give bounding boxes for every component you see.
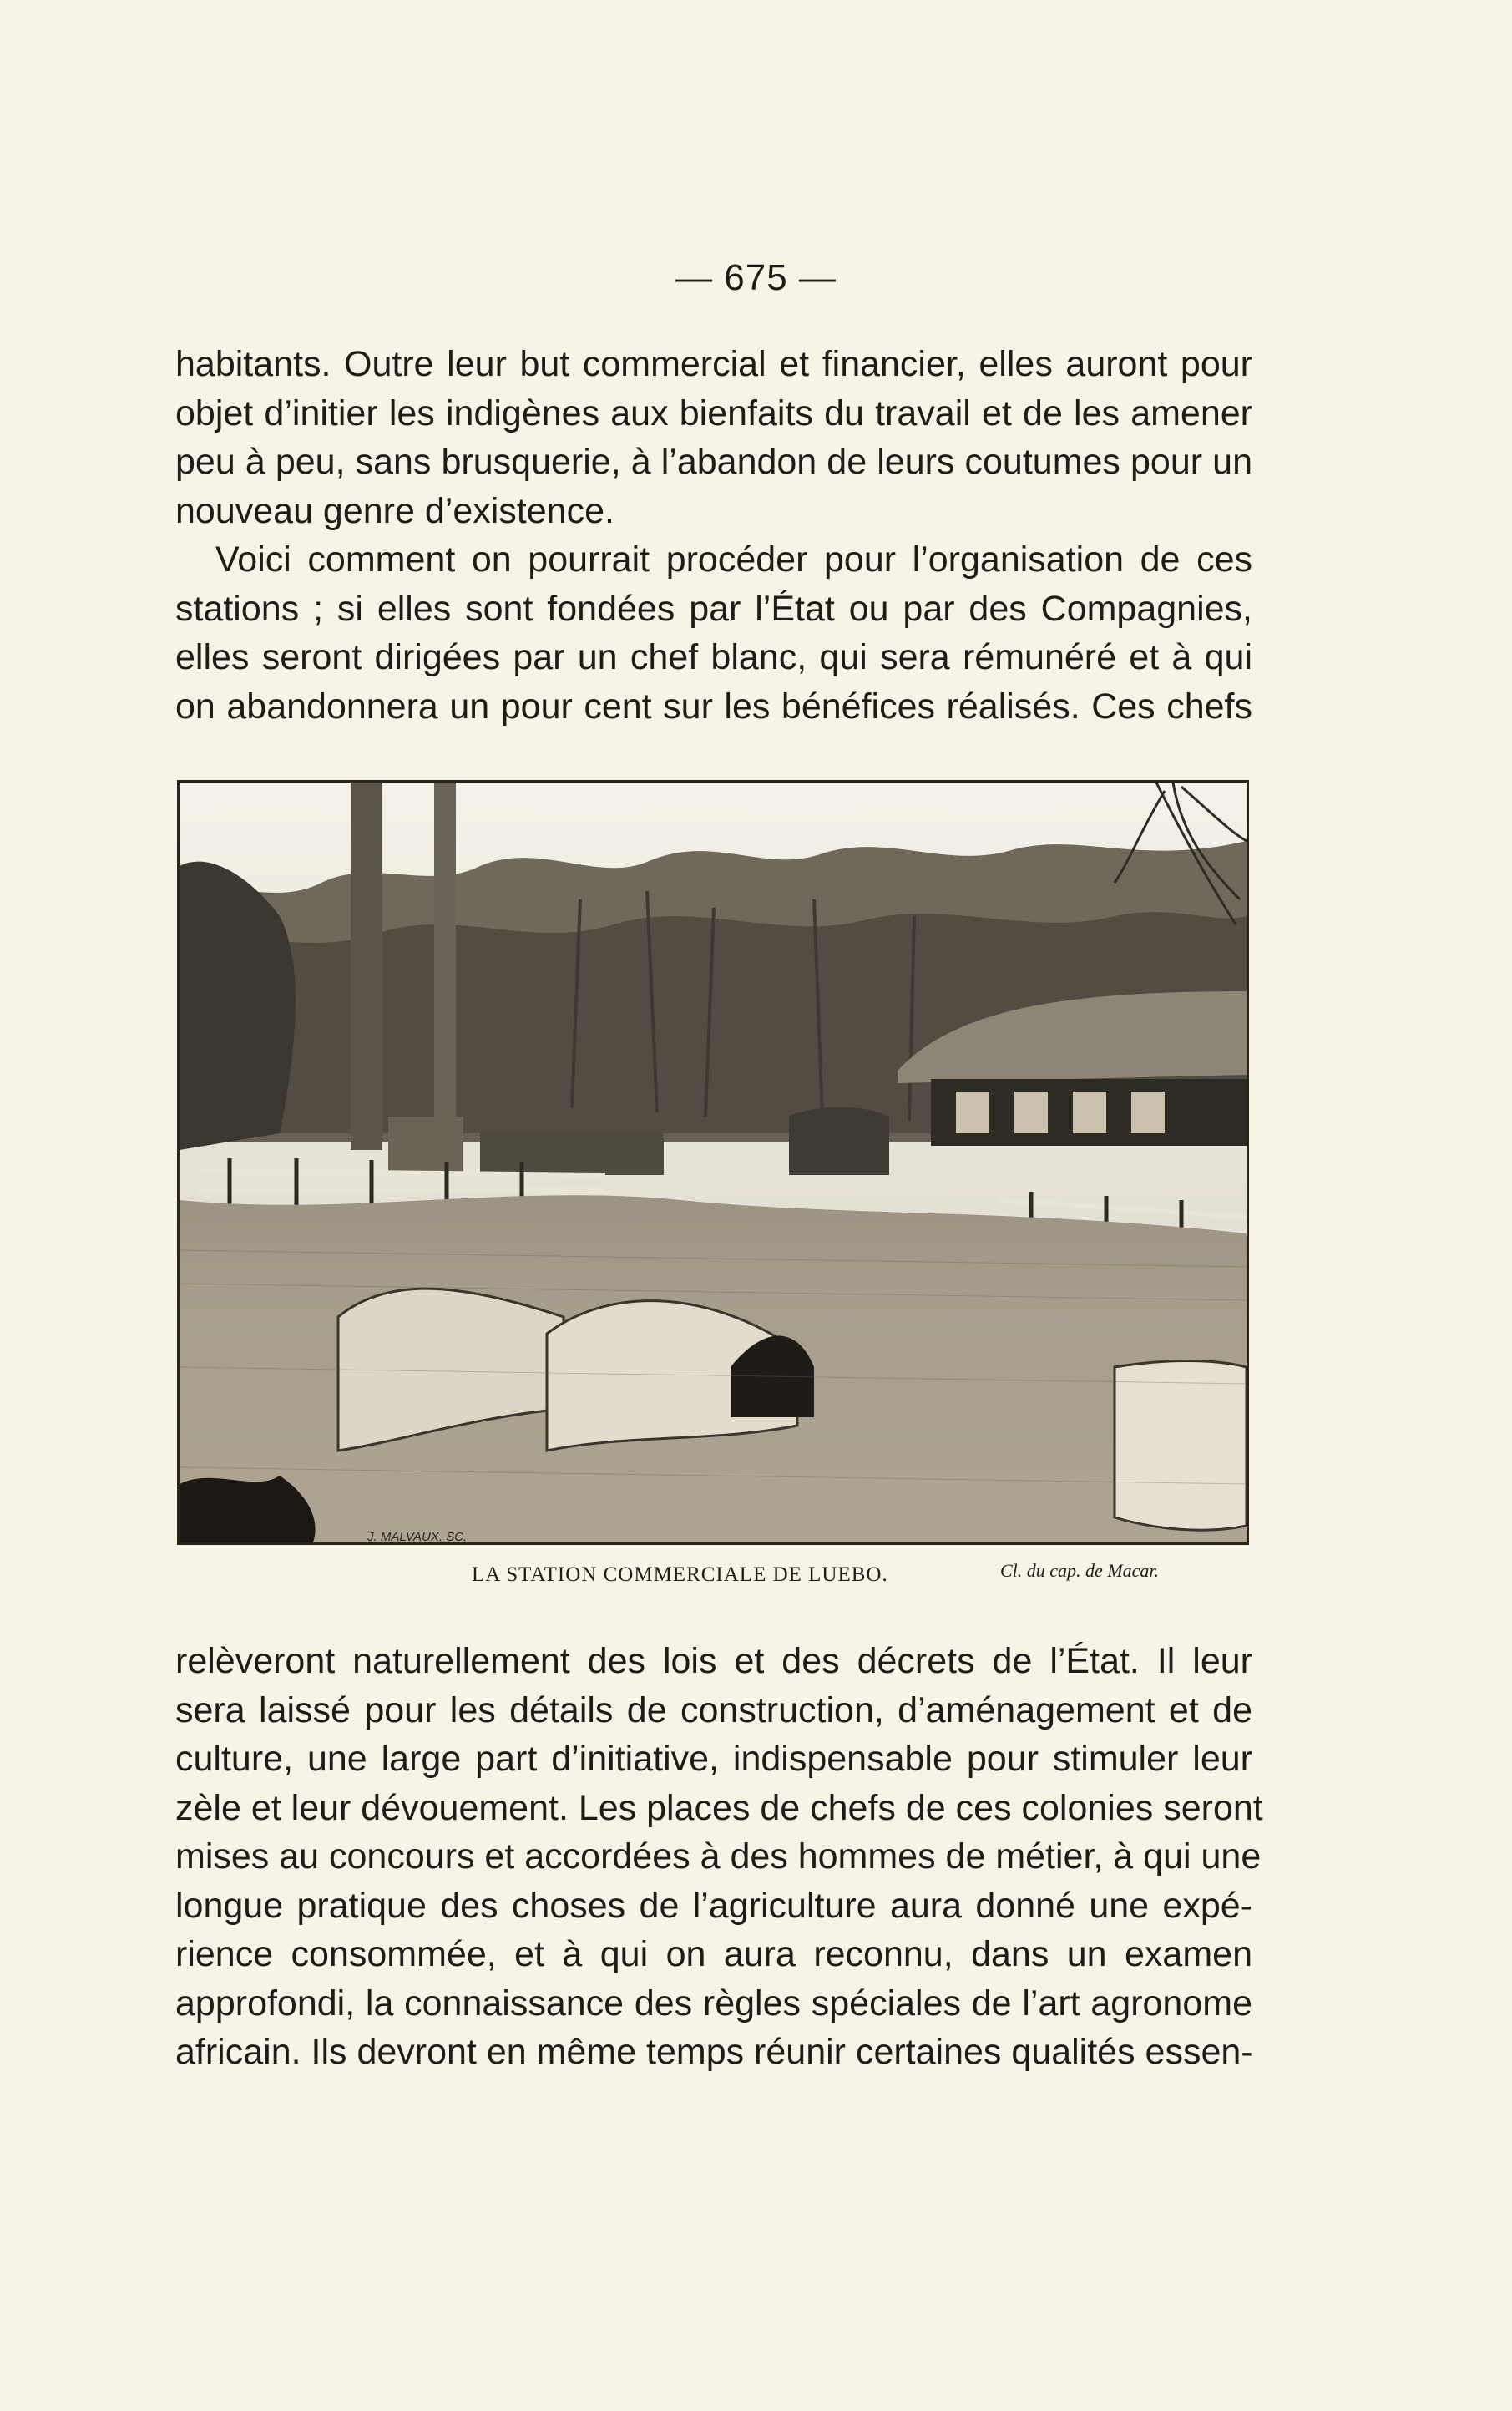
photo-credit: Cl. du cap. de Macar. xyxy=(1000,1560,1160,1581)
figure-caption: LA STATION COMMERCIALE DE LUEBO. xyxy=(472,1563,888,1586)
text-line: habitants. Outre leur but commercial et financier, elles auront pour xyxy=(175,344,1252,384)
text-line: stations ; si elles sont fondées par l’État ou par des Compagnies, xyxy=(175,588,1252,629)
text-line: zèle et leur dévouement. Les places de chefs de ces colonies seront xyxy=(175,1787,1263,1828)
text-line: objet d’initier les indigènes aux bienfaits du travail et de les amener xyxy=(175,393,1252,433)
text-line: nouveau genre d’existence. xyxy=(175,490,614,531)
paragraph-top xyxy=(175,340,1252,731)
text-line: mises au concours et accordées à des hommes de métier, à qui une xyxy=(175,1836,1262,1877)
text-line: culture, une large part d’initiative, indispensable pour stimuler leur xyxy=(175,1739,1252,1779)
text-line: sera laissé pour les détails de construction, d’aménagement et de xyxy=(175,1689,1252,1730)
text-line: peu à peu, sans brusquerie, à l’abandon de leurs coutumes pour un xyxy=(175,442,1252,482)
text-line: elles seront dirigées par un chef blanc, qui sera rémunéré et à qui xyxy=(175,637,1252,677)
engraver-signature: J. MALVAUX. SC. xyxy=(367,1530,468,1544)
text-line: africain. Ils devront en même temps réunir certaines qualités essen- xyxy=(175,2032,1253,2072)
text-line: longue pratique des choses de l’agriculture aura donné une expé- xyxy=(175,1885,1252,1926)
text-line: Voici comment on pourrait procéder pour l’organisation de ces xyxy=(215,539,1252,580)
paragraph-bottom xyxy=(175,1637,1263,2077)
photo-illustration xyxy=(177,780,1249,1545)
text-line: rience consommée, et à qui on aura reconnu, dans un examen xyxy=(175,1934,1252,1974)
page-number: — 675 — xyxy=(675,257,837,298)
text-line: on abandonnera un pour cent sur les bénéfices réalisés. Ces chefs xyxy=(175,686,1252,727)
station-photo-drawing xyxy=(180,783,1247,1542)
text-line: approfondi, la connaissance des règles spéciales de l’art agronome xyxy=(175,1983,1252,2024)
text-line: relèveront naturellement des lois et des décrets de l’État. Il leur xyxy=(175,1641,1252,1681)
